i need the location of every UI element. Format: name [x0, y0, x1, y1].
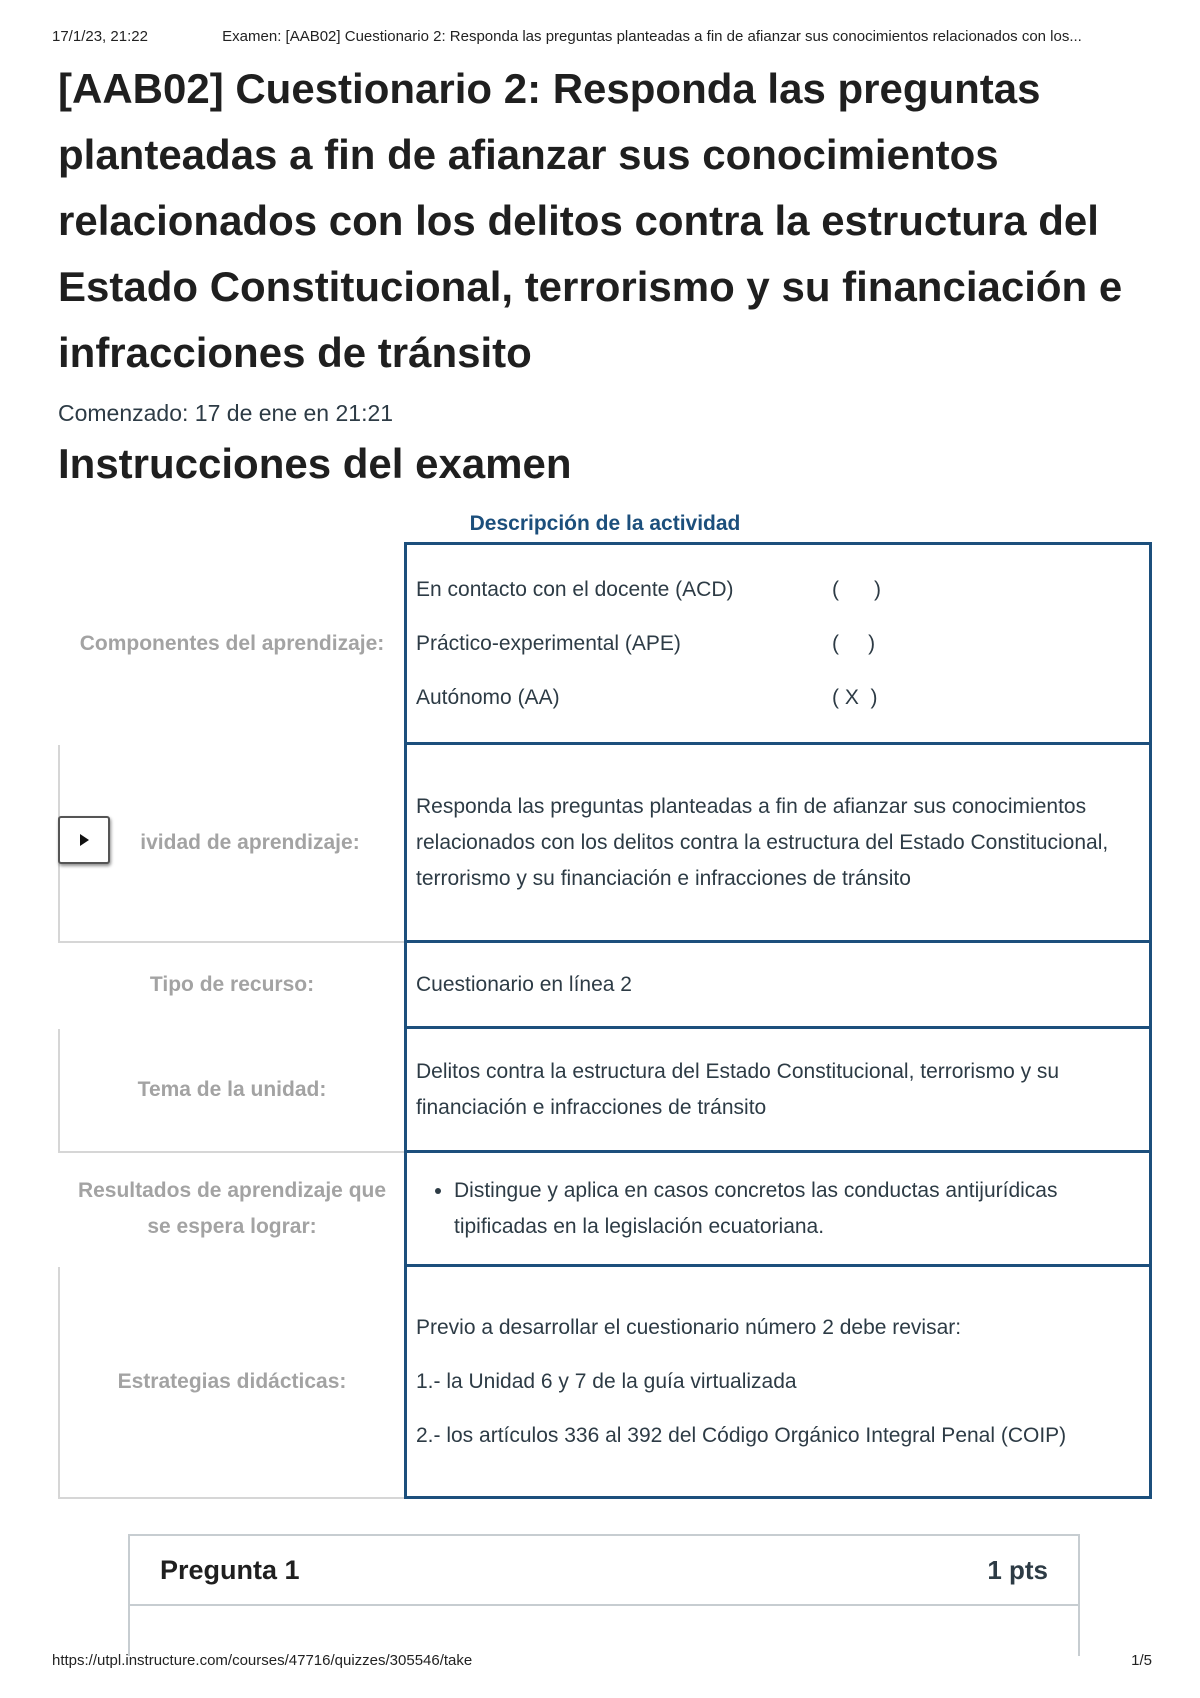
- component-line: [416, 617, 1135, 671]
- component-line: [416, 563, 1135, 617]
- strategy-paragraph: Previo a desarrollar el cuestionario número 2 debe revisar:: [416, 1315, 962, 1339]
- print-url: https://utpl.instructure.com/courses/47716/quizzes/305546/take: [52, 1652, 473, 1669]
- table-row: [59, 544, 1151, 744]
- question-title: Pregunta 1: [160, 1554, 300, 1585]
- outcomes-label: Resultados de aprendizaje que se espera lograr:: [59, 1152, 406, 1266]
- question-points: 1 pts: [987, 1554, 1048, 1585]
- print-header: [52, 28, 1152, 45]
- print-date: 17/1/23, 21:22: [52, 28, 148, 45]
- component-name: Autónomo (AA): [416, 685, 560, 709]
- topic-label: Tema de la unidad:: [59, 1028, 406, 1152]
- description-title-wrap: [58, 512, 1152, 536]
- table-row: [59, 1152, 1151, 1266]
- component-name: Práctico-experimental (APE): [416, 631, 681, 655]
- question-header: [130, 1536, 1078, 1606]
- media-play-button[interactable]: [58, 816, 110, 864]
- outcomes-value: [406, 1152, 1151, 1266]
- question-card: [128, 1534, 1080, 1656]
- strategies-label: Estrategias didácticas:: [59, 1266, 406, 1498]
- print-footer: [52, 1652, 1152, 1669]
- started-timestamp: Comenzado: 17 de ene en 21:21: [58, 400, 394, 426]
- list-item: • Distingue y aplica en casos concretos las conductas antijurídicas tipificadas en la legislación ecuatoriana.: [454, 1173, 1135, 1245]
- activity-label-cell: [59, 744, 406, 942]
- components-value: [406, 544, 1151, 744]
- component-mark: ( X ): [832, 685, 878, 709]
- components-label: Componentes del aprendizaje:: [59, 544, 406, 744]
- page-title: [AAB02] Cuestionario 2: Responda las preguntas planteadas a fin de afianzar sus conocimientos relacionados con los delitos contra la estructura del Estado Constitucional, terrorismo y su financiación e infracciones de tránsito: [58, 65, 1123, 376]
- activity-description-table: [58, 542, 1152, 1499]
- component-mark: ( ): [832, 577, 881, 601]
- table-row: [59, 744, 1151, 942]
- strategy-paragraph: 2.- los artículos 336 al 392 del Código Orgánico Integral Penal (COIP): [416, 1423, 1067, 1447]
- topic-value: Delitos contra la estructura del Estado Constitucional, terrorismo y su financiación e infracciones de tránsito: [406, 1028, 1151, 1152]
- strategies-value: [406, 1266, 1151, 1498]
- table-row: [59, 1028, 1151, 1152]
- table-row: [59, 1266, 1151, 1498]
- play-icon: [77, 833, 91, 847]
- instructions-heading: Instrucciones del examen: [58, 440, 572, 487]
- outcomes-list: [416, 1173, 1135, 1245]
- component-mark: ( ): [832, 631, 876, 655]
- component-name: En contacto con el docente (ACD): [416, 577, 734, 601]
- table-row: [59, 942, 1151, 1028]
- description-title: Descripción de la actividad: [469, 512, 741, 535]
- activity-label: ividad de aprendizaje:: [140, 830, 360, 854]
- print-document-title: Examen: [AAB02] Cuestionario 2: Responda las preguntas planteadas a fin de afianzar sus conocimientos relacionados con los...: [222, 28, 1082, 45]
- strategy-paragraph: 1.- la Unidad 6 y 7 de la guía virtualizada: [416, 1369, 797, 1393]
- activity-value: Responda las preguntas planteadas a fin de afianzar sus conocimientos relacionados con los delitos contra la estructura del Estado Constitucional, terrorismo y su financiación e infracciones de tránsito: [406, 744, 1151, 942]
- page-number: 1/5: [1131, 1652, 1152, 1669]
- component-line: [416, 671, 1135, 725]
- resource-value: Cuestionario en línea 2: [406, 942, 1151, 1028]
- resource-label: Tipo de recurso:: [59, 942, 406, 1028]
